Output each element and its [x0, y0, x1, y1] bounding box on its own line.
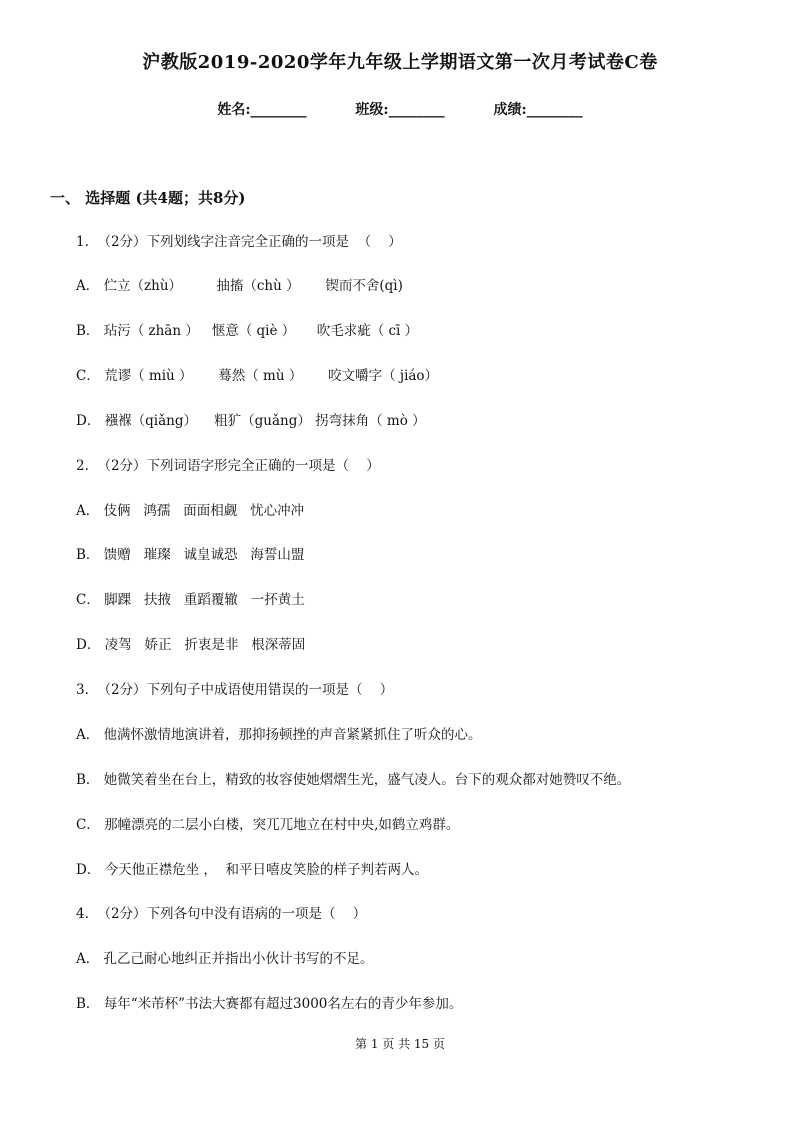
section-heading: 一、 选择题 (共4题；共8分): [50, 189, 246, 207]
q1-option-d: D． 襁褓（qiǎng） 粗犷（guǎng） 拐弯抹角（ mò ）: [76, 413, 426, 429]
q3-option-b: B． 她微笑着坐在台上，精致的妆容使她熠熠生光，盛气凌人。台下的观众都对她赞叹不绝。: [76, 772, 631, 788]
question-4: 4. （2分）下列各句中没有语病的一项是（ ）: [76, 906, 367, 922]
q2-option-c: C． 脚踝 扶掖 重蹈覆辙 一抔黄土: [76, 592, 305, 608]
q3-option-d: D． 今天他正襟危坐 ， 和平日嘻皮笑脸的样子判若两人。: [76, 862, 428, 878]
question-1: 1. （2分）下列划线字注音完全正确的一项是 （ ）: [76, 234, 402, 250]
q3-option-a: A． 他满怀激情地演讲着，那抑扬顿挫的声音紧紧抓住了听众的心。: [76, 727, 482, 743]
q1-option-c: C． 荒谬（ miù ） 蓦然（ mù ） 咬文嚼字（ jiáo）: [76, 368, 439, 384]
q1-option-b: B． 玷污（ zhān ） 惬意（ qiè ） 吹毛求疵（ cī ）: [76, 323, 419, 339]
q4-option-b: B． 每年“米芾杯”书法大赛都有超过3000名左右的青少年参加。: [76, 996, 463, 1012]
question-3: 3. （2分）下列句子中成语使用错误的一项是（ ）: [76, 682, 394, 698]
q2-option-a: A． 伎俩 鸿孺 面面相觑 忧心冲冲: [76, 503, 305, 519]
document-title: 沪教版2019-2020学年九年级上学期语文第一次月考试卷C卷: [142, 52, 658, 73]
question-2: 2. （2分）下列词语字形完全正确的一项是（ ）: [76, 458, 380, 474]
q3-option-c: C． 那幢漂亮的二层小白楼，突兀兀地立在村中央,如鹤立鸡群。: [76, 817, 460, 833]
page-number: 第 1 页 共 15 页: [355, 1037, 445, 1051]
student-info-row: [0, 99, 800, 119]
q1-option-a: A． 伫立（zhù） 抽搐（chù ） 锲而不舍(qì): [76, 278, 403, 294]
score-field: 成绩:________: [493, 102, 583, 118]
q2-option-b: B． 馈赠 璀璨 诚皇诚恐 海誓山盟: [76, 547, 305, 563]
name-field: 姓名:________: [217, 102, 307, 118]
class-field: 班级:________: [355, 102, 445, 118]
q2-option-d: D． 凌驾 娇正 折衷是非 根深蒂固: [76, 637, 306, 653]
q4-option-a: A． 孔乙己耐心地纠正并指出小伙计书写的不足。: [76, 951, 374, 967]
